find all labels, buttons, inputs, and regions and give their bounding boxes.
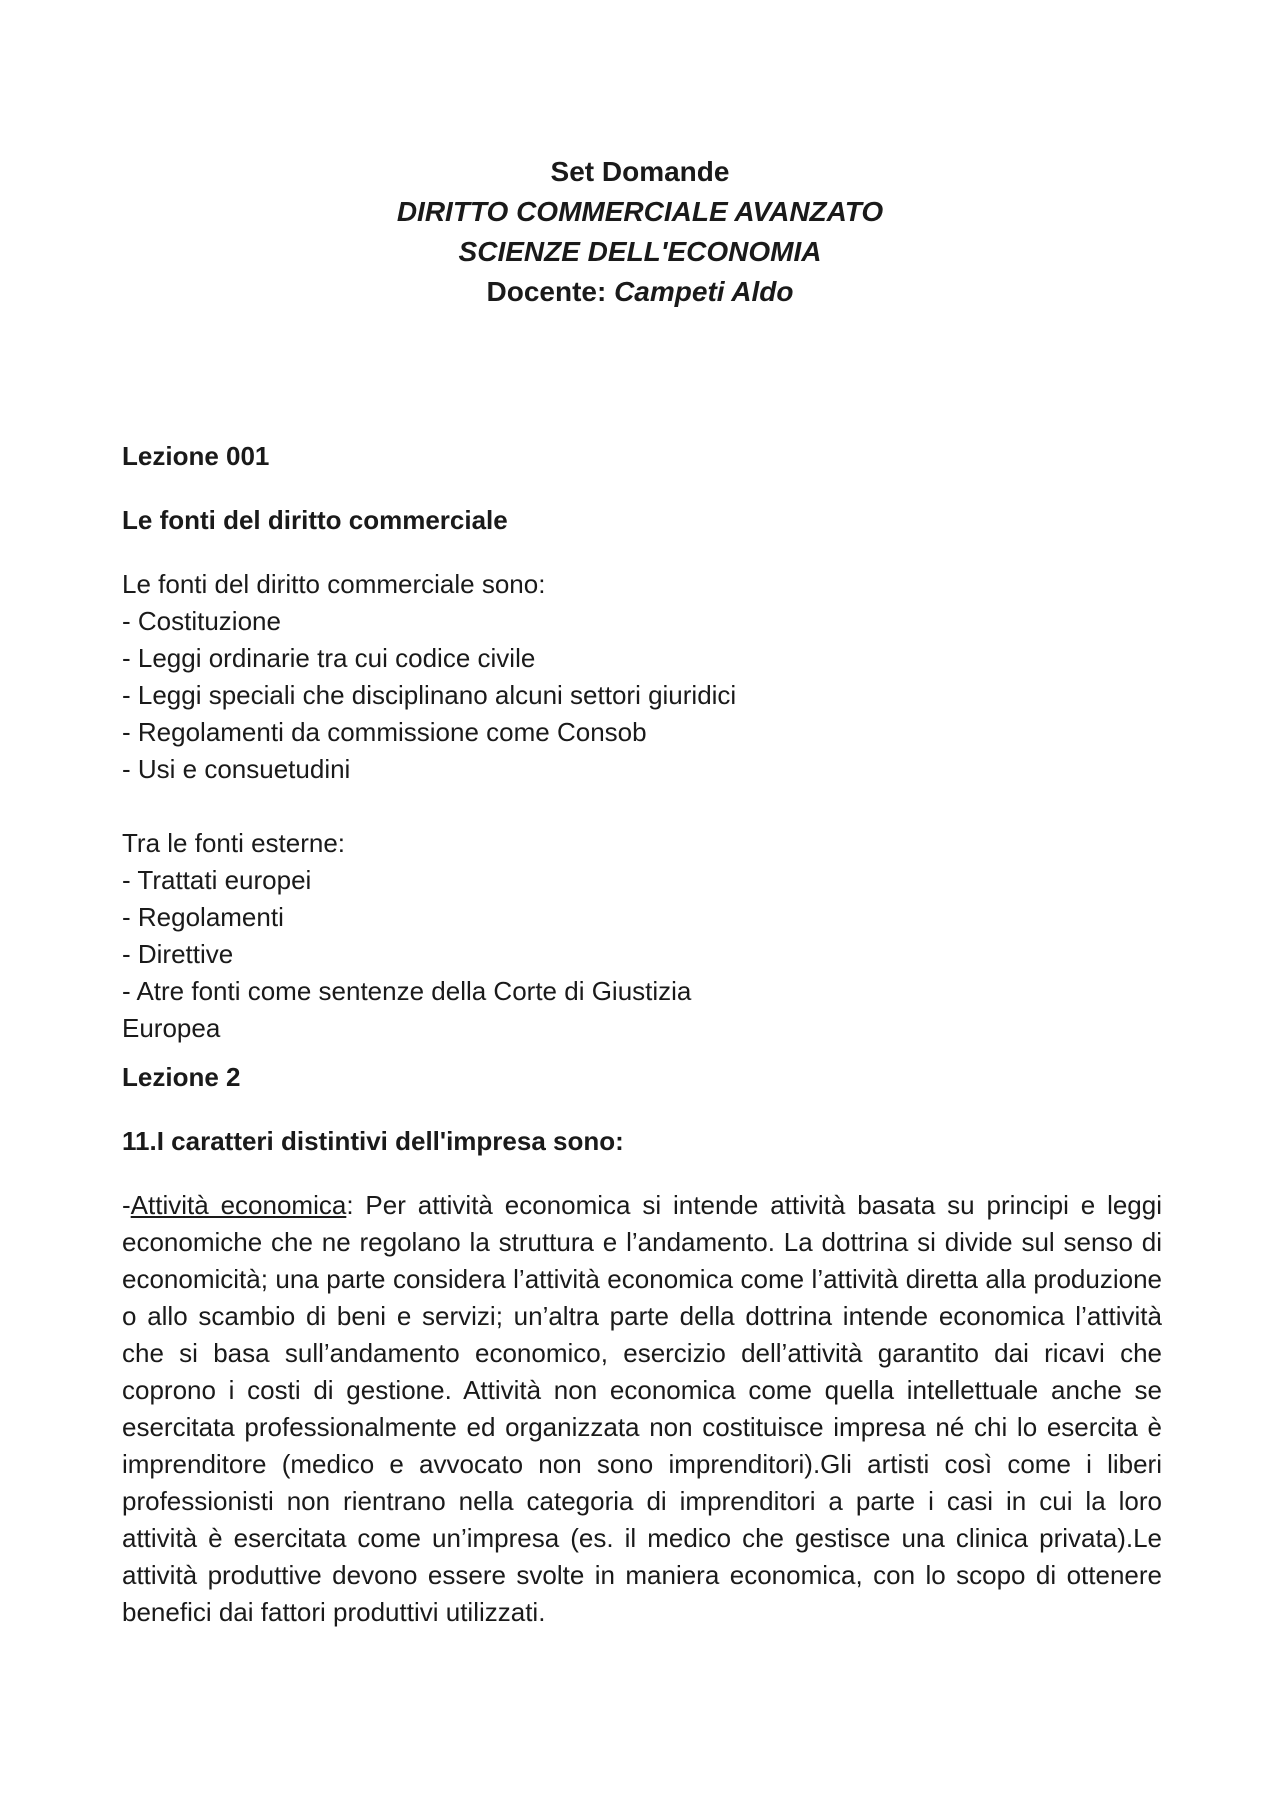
header-title: Set Domande bbox=[550, 156, 730, 187]
teacher-name: Campeti Aldo bbox=[614, 276, 794, 307]
document-header bbox=[0, 152, 1280, 312]
list-item: - Direttive bbox=[122, 939, 234, 969]
external-sources-list bbox=[122, 825, 1162, 1047]
lesson-2-title: Lezione 2 bbox=[122, 1062, 241, 1092]
question-11-title: 11.I caratteri distintivi dell'impresa sono: bbox=[122, 1126, 624, 1156]
term-prefix: - bbox=[122, 1190, 131, 1220]
list-item: Europea bbox=[122, 1013, 221, 1043]
sources-list bbox=[122, 566, 1162, 788]
spacer bbox=[122, 788, 1162, 825]
lesson-1-topic: Le fonti del diritto commerciale bbox=[122, 505, 508, 535]
external-sources-intro: Tra le fonti esterne: bbox=[122, 828, 346, 858]
teacher-line bbox=[0, 272, 1280, 312]
list-item: - Leggi ordinarie tra cui codice civile bbox=[122, 643, 536, 673]
list-item: - Trattati europei bbox=[122, 865, 312, 895]
term-economic-activity: Attività economica bbox=[130, 1190, 347, 1220]
list-item: - Leggi speciali che disciplinano alcuni settori giuridici bbox=[122, 680, 737, 710]
list-item: - Regolamenti da commissione come Consob bbox=[122, 717, 647, 747]
lesson-1-title: Lezione 001 bbox=[122, 441, 270, 471]
teacher-label: Docente: bbox=[486, 276, 615, 307]
list-item: - Costituzione bbox=[122, 606, 281, 636]
list-item: - Regolamenti bbox=[122, 902, 284, 932]
paragraph-body: : Per attività economica si intende attività basata su principi e leggi economiche che ne regolano la struttura e l’andamento. La dottrina si divide sul senso di economicità; una parte considera l’attività economica come l’attività diretta alla produzione o allo scambio di beni e servizi; un’altra parte della dottrina intende economica l’attività che si basa sull’andamento economico, esercizio dell’attività garantito dai ricavi che coprono i costi di gestione. Attività non economica come quella intellettuale anche se esercitata professionalmente ed organizzata non costituisce impresa né chi lo esercita è imprenditore (medico e avvocato non sono imprenditori).Gli artisti così come i liberi professionisti non rientrano nella categoria di imprenditori a parte i casi in cui la loro attività è esercitata come un’impresa (es. il medico che gestisce una clinica privata).Le attività produttive devono essere svolte in maniera economica, con lo scopo di ottenere benefici dai fattori produttivi utilizzati. bbox=[122, 1190, 1162, 1627]
faculty-name: SCIENZE DELL'ECONOMIA bbox=[458, 236, 822, 267]
document-content bbox=[122, 438, 1162, 1631]
course-name: DIRITTO COMMERCIALE AVANZATO bbox=[396, 196, 884, 227]
economic-activity-paragraph bbox=[122, 1187, 1162, 1631]
list-item: - Atre fonti come sentenze della Corte di Giustizia bbox=[122, 976, 692, 1006]
sources-intro: Le fonti del diritto commerciale sono: bbox=[122, 569, 546, 599]
list-item: - Usi e consuetudini bbox=[122, 754, 351, 784]
